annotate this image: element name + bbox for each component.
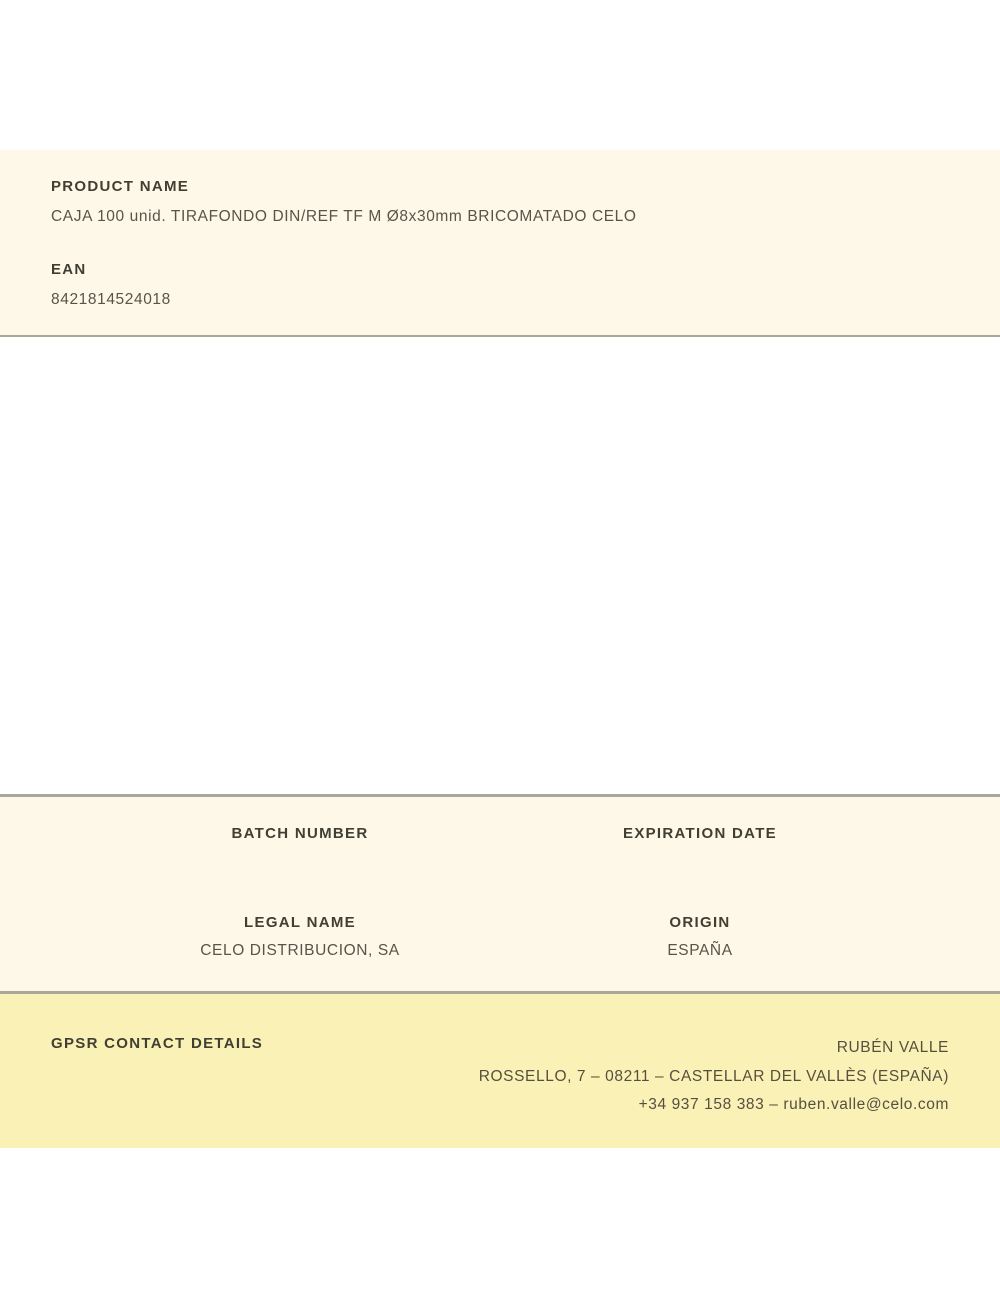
expiration-date-label: EXPIRATION DATE: [623, 825, 777, 842]
ean-value: 8421814524018: [51, 291, 171, 308]
product-name-value: CAJA 100 unid. TIRAFONDO DIN/REF TF M Ø8x30mm BRICOMATADO CELO: [51, 208, 637, 225]
batch-number-label: BATCH NUMBER: [231, 825, 369, 842]
gpsr-contact-phone-email: +34 937 158 383 – ruben.valle@celo.com: [638, 1096, 949, 1113]
origin-label: ORIGIN: [669, 914, 731, 931]
gpsr-contact-name: RUBÉN VALLE: [836, 1039, 949, 1056]
legal-name-cell: [100, 913, 500, 961]
batch-number-value: [100, 852, 500, 872]
gpsr-contact-address: ROSSELLO, 7 – 08211 – CASTELLAR DEL VALLÈS (ESPAÑA): [478, 1067, 949, 1085]
product-name-label: PRODUCT NAME: [51, 178, 190, 195]
legal-name-label: LEGAL NAME: [244, 914, 356, 931]
origin-value: ESPAÑA: [667, 942, 733, 959]
product-info-section: [0, 150, 1000, 337]
ean-field: [51, 260, 950, 310]
expiration-date-cell: [500, 824, 900, 872]
ean-label: EAN: [51, 261, 87, 278]
product-name-field: [51, 177, 950, 227]
gpsr-section: [0, 994, 1000, 1148]
legal-name-value: CELO DISTRIBUCION, SA: [200, 942, 400, 959]
origin-cell: [500, 913, 900, 961]
gpsr-contact-block: [479, 1034, 949, 1120]
batch-info-section: [0, 794, 1000, 994]
expiration-date-value: [500, 852, 900, 872]
batch-number-cell: [100, 824, 500, 872]
batch-info-grid: [100, 824, 900, 961]
gpsr-contact-details-label: GPSR CONTACT DETAILS: [51, 1035, 264, 1052]
